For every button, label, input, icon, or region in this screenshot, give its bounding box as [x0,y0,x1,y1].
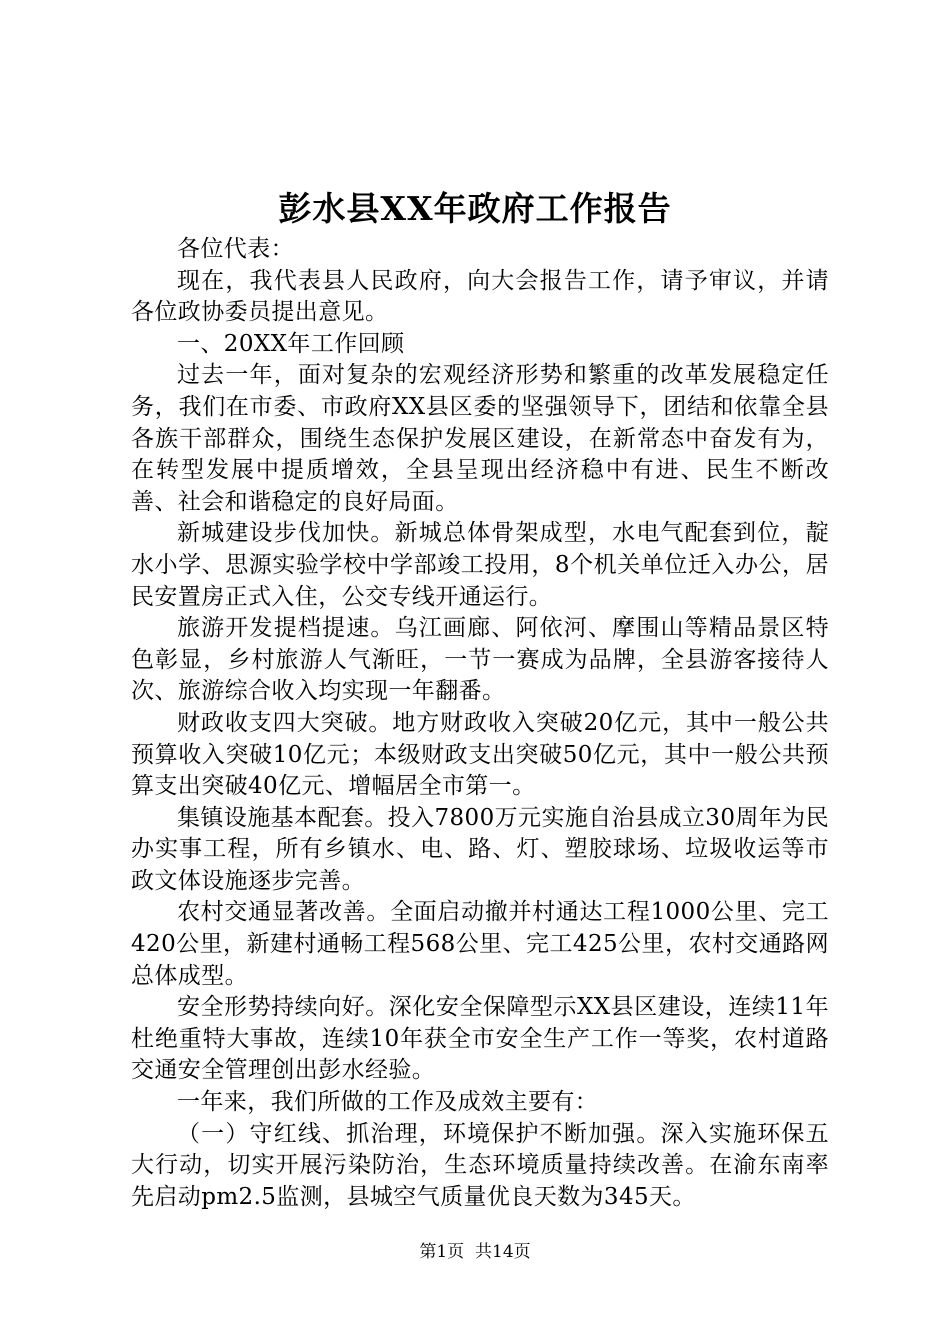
body-paragraph: 安全形势持续向好。深化安全保障型示XX县区建设，连续11年杜绝重特大事故，连续10年获全市安全生产工作一等奖，农村道路交通安全管理创出彭水经验。 [131,994,829,1084]
page-footer [0,1240,950,1264]
body-paragraph: 集镇设施基本配套。投入7800万元实施自治县成立30周年为民办实事工程，所有乡镇水、电、路、灯、塑胶球场、垃圾收运等市政文体设施逐步完善。 [131,804,829,894]
document-body [131,234,829,1213]
salutation: 各位代表： [177,236,294,262]
body-paragraph: 过去一年，面对复杂的宏观经济形势和繁重的改革发展稳定任务，我们在市委、市政府XX县区委的坚强领导下，团结和依靠全县各族干部群众，围绕生态保护发展区建设，在新常态中奋发有为，在转型发展中提质增效，全县呈现出经济稳中有进、民生不断改善、社会和谐稳定的良好局面。 [131,362,829,515]
body-paragraph: 一年来，我们所做的工作及成效主要有： [177,1089,599,1116]
body-paragraph: 农村交通显著改善。全面启动撤并村通达工程1000公里、完工420公里，新建村通畅工程568公里、完工425公里，农村交通路网总体成型。 [131,899,829,989]
page-number: 第1页 [419,1242,465,1262]
body-paragraph: 现在，我代表县人民政府，向大会报告工作，请予审议，并请各位政协委员提出意见。 [131,267,829,326]
page-total: 共14页 [475,1242,531,1262]
document-title: 彭水县XX年政府工作报告 [278,189,672,228]
body-paragraph: 新城建设步伐加快。新城总体骨架成型，水电气配套到位，靛水小学、思源实验学校中学部竣工投用，8个机关单位迁入办公，居民安置房正式入住，公交专线开通运行。 [131,520,829,610]
body-paragraph: （一）守红线、抓治理，环境保护不断加强。深入实施环保五大行动，切实开展污染防治，生态环境质量持续改善。在渝东南率先启动pm2.5监测，县城空气质量优良天数为345天。 [131,1120,829,1210]
body-paragraph: 旅游开发提档提速。乌江画廊、阿依河、摩围山等精品景区特色彰显，乡村旅游人气渐旺，一节一赛成为品牌，全县游客接待人次、旅游综合收入均实现一年翻番。 [131,615,829,705]
body-paragraph: 财政收支四大突破。地方财政收入突破20亿元，其中一般公共预算收入突破10亿元；本级财政支出突破50亿元，其中一般公共预算支出突破40亿元、增幅居全市第一。 [131,709,829,800]
section-heading: 一、20XX年工作回顾 [177,330,405,357]
